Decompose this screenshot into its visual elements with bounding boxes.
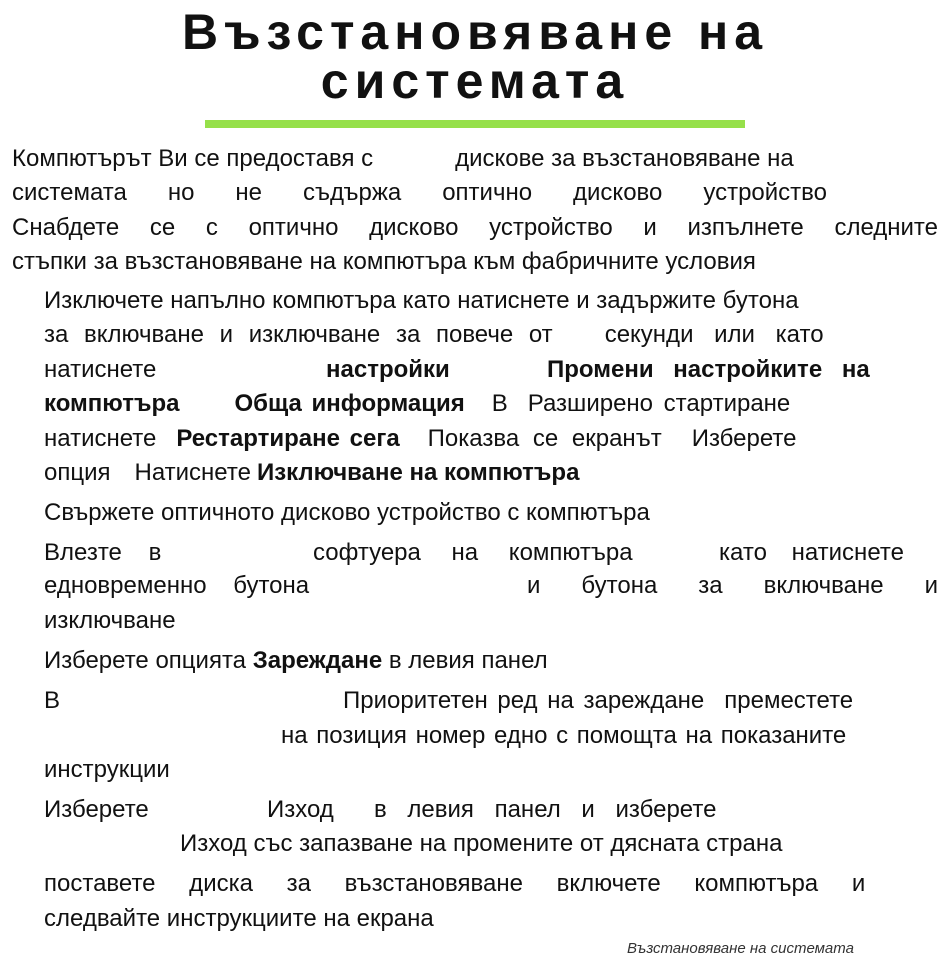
step5-text: преместете xyxy=(724,687,854,714)
step7-line-2: следвайте инструкциите на екрана xyxy=(44,905,434,932)
step4-text: в левия панел xyxy=(388,647,548,674)
step1-line-5 xyxy=(44,424,796,454)
step1-text: Разширено стартиране xyxy=(527,390,791,417)
step6-line-1a: Изберете xyxy=(44,796,149,823)
title-underline-rule xyxy=(205,120,745,128)
step3-line-1c: като натиснете xyxy=(719,539,904,566)
step4-line-1 xyxy=(44,646,548,676)
step1-text: Натиснете xyxy=(134,459,251,486)
step1-text: натиснете xyxy=(44,356,157,383)
step1-text: Показва се екранът xyxy=(427,425,662,452)
intro-line-4: стъпки за възстановяване на компютъра към фабричните условия xyxy=(12,248,756,275)
step1-bold-restart-now: Рестартиране сега xyxy=(176,425,400,452)
step1-bold-change-settings: Промени настройките на xyxy=(547,356,870,383)
intro-line-2: системата но не съдържа оптично дисково устройство xyxy=(12,179,827,206)
step1-line-3 xyxy=(44,355,156,385)
step1-text: натиснете xyxy=(44,425,157,452)
step3-line-1 xyxy=(44,538,161,568)
step5-line-1a: В xyxy=(44,687,61,714)
step1-text: опция xyxy=(44,459,111,486)
intro-text: Компютърът Ви се предоставя с xyxy=(12,145,374,172)
step6-line-1c: в левия панел и изберете xyxy=(374,796,717,823)
step3-text: Влезте в xyxy=(44,539,162,566)
step1-line-4 xyxy=(44,389,790,419)
page-title-line-2: системата xyxy=(320,53,630,109)
step1-text: за включване и изключване за повече от xyxy=(44,321,553,348)
step6-line-1b: Изход xyxy=(267,796,334,823)
step3-line-2b: и бутона за включване и xyxy=(527,572,938,599)
step3-line-2a: едновременно бутона xyxy=(44,572,310,599)
step4-bold-boot: Зареждане xyxy=(252,647,383,674)
step5-text: Приоритетен ред на зареждане xyxy=(343,687,705,714)
step1-bold-computer: компютъра xyxy=(44,390,180,417)
step7-line-1: поставете диска за възстановяване включете компютъра и xyxy=(44,870,866,897)
step1-bold-settings: настройки xyxy=(326,356,450,383)
step1-line-1: Изключете напълно компютъра като натиснете и задържите бутона xyxy=(44,287,799,314)
running-footer: Възстановяване на системата xyxy=(627,940,854,957)
step1-line-2 xyxy=(44,320,824,350)
step3-line-3: изключване xyxy=(44,607,176,634)
step6-line-2: Изход със запазване на промените от дясната страна xyxy=(180,830,783,857)
step1-text: Изберете xyxy=(691,425,797,452)
step1-bold-general: Обща информация xyxy=(234,390,465,417)
intro-line-3: Снабдете се с оптично дисково устройство и изпълнете следните xyxy=(12,214,938,241)
step2-line-1: Свържете оптичното дисково устройство с компютъра xyxy=(44,499,650,526)
intro-line-1 xyxy=(12,144,794,174)
step1-text: В xyxy=(491,390,508,417)
step5-line-1b xyxy=(343,686,853,716)
step5-line-2: на позиция номер едно с помощта на показаните xyxy=(281,722,847,749)
page-title-line-1: Възстановяване на xyxy=(181,4,769,60)
step4-text: Изберете опцията xyxy=(44,647,247,674)
step3-line-1b: софтуера на компютъра xyxy=(313,539,633,566)
step5-line-3: инструкции xyxy=(44,756,170,783)
step1-line-6 xyxy=(44,458,579,488)
intro-text: дискове за възстановяване на xyxy=(455,145,794,172)
step1-text: секунди или като xyxy=(604,321,824,348)
step1-bold-shutdown: Изключване на компютъра xyxy=(256,459,580,486)
